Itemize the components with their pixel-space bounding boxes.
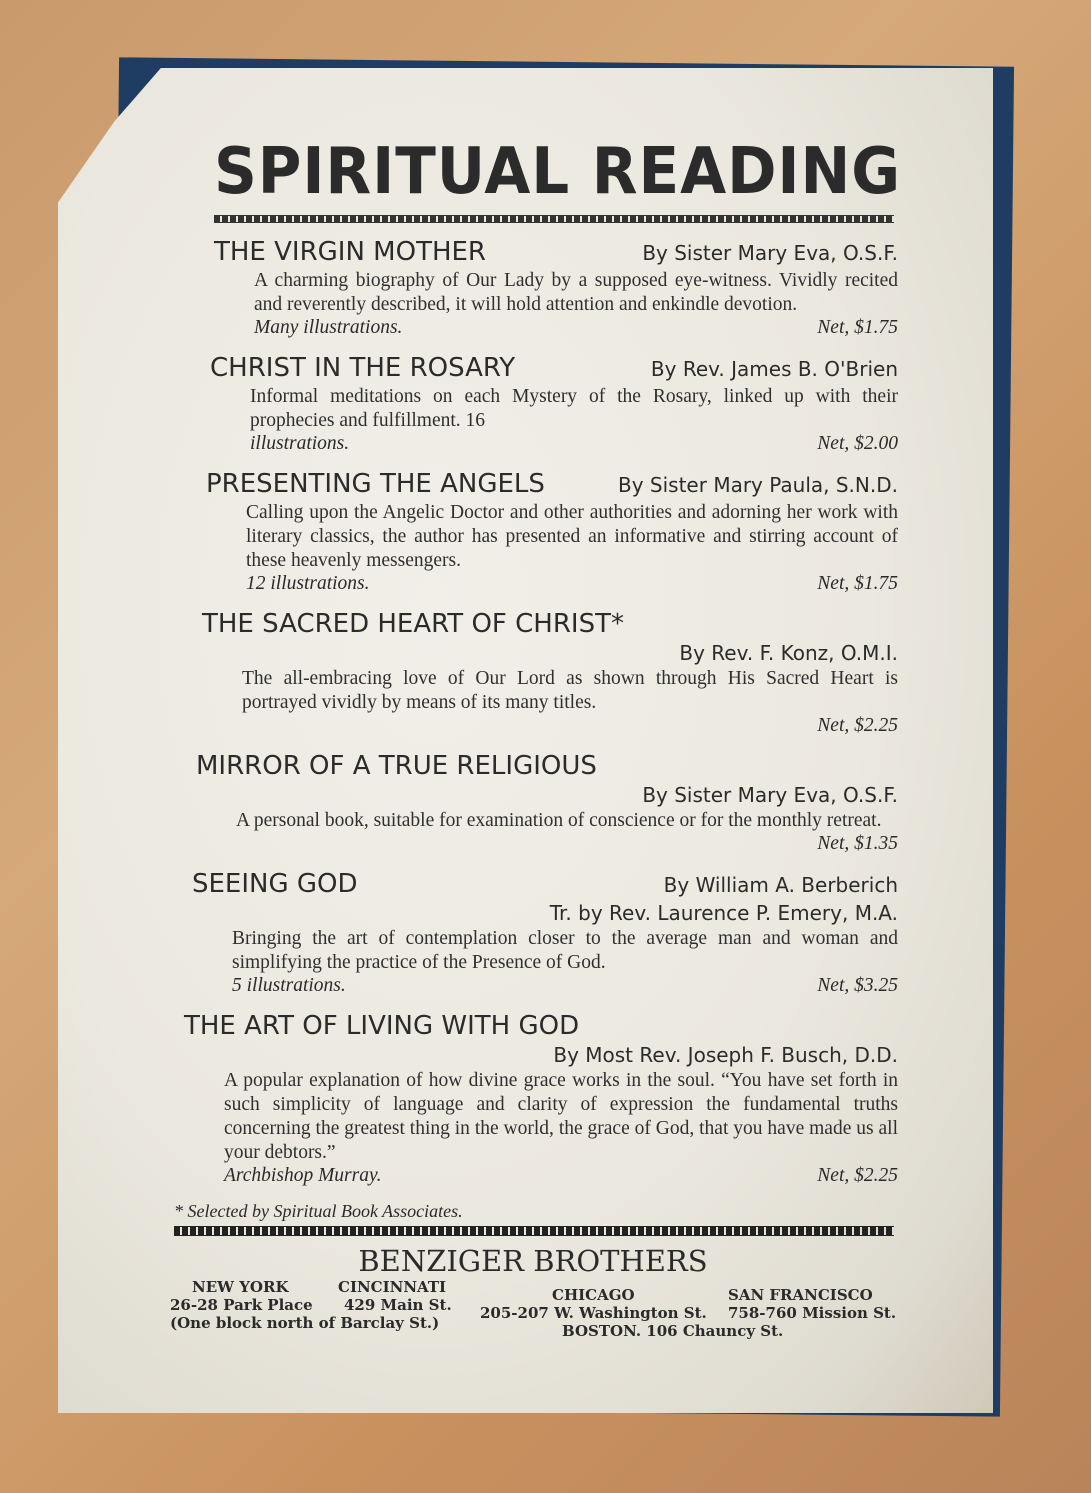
book-description: A popular explanation of how divine grace works in the soul. “You have set forth in such simplicity of language and clarity of expression the fundamental truths concerning the greatest thing in the world, the grace of God, that you have made us all your debtors.” (224, 1070, 898, 1163)
book-author: By Rev. James B. O'Brien (650, 357, 898, 381)
book-price: Net, $1.75 (817, 573, 898, 594)
book-author: By Sister Mary Paula, S.N.D. (618, 473, 898, 497)
book-title: SEEING GOD (192, 869, 358, 899)
book-price: Net, $2.25 (817, 1165, 898, 1186)
footnote: * Selected by Spiritual Book Associates. (174, 1201, 463, 1221)
divider (214, 215, 894, 223)
address-street: 26-28 Park Place (170, 1296, 313, 1314)
book-price: Net, $1.35 (817, 833, 898, 854)
book-description: Calling upon the Angelic Doctor and other authorities and adorning her work with literary classics, the author has presented an informative and stirring account of these heavenly messengers. (246, 502, 898, 571)
page-title: SPIRITUAL READING (214, 135, 902, 209)
book-description: Bringing the art of contemplation closer to the average man and woman and simplifying the practice of the Presence of God. (232, 928, 898, 973)
book-entry (202, 609, 898, 737)
book-description: Informal meditations on each Mystery of the Rosary, linked up with their prophecies and fulfillment. 16 (250, 386, 898, 431)
address-city: CINCINNATI (338, 1278, 447, 1296)
address-city: NEW YORK (192, 1278, 289, 1296)
book-price: Net, $1.75 (817, 317, 898, 338)
divider (174, 1226, 894, 1236)
address-city: SAN FRANCISCO (728, 1286, 873, 1304)
address-boston: BOSTON. 106 Chauncy St. (562, 1322, 784, 1340)
book-description: A personal book, suitable for examination of conscience or for the monthly retreat. (236, 810, 882, 831)
address-city: CHICAGO (552, 1286, 635, 1304)
book-note: Archbishop Murray. (224, 1165, 382, 1186)
book-note: 12 illustrations. (246, 573, 370, 594)
address-street: 758-760 Mission St. (728, 1304, 897, 1322)
book-description: The all-embracing love of Our Lord as shown through His Sacred Heart is portrayed vividly by means of its many titles. (242, 668, 898, 713)
book-entry (196, 751, 898, 855)
book-price: Net, $2.00 (817, 433, 898, 454)
publisher-addresses (168, 1278, 898, 1368)
book-entry (184, 1011, 898, 1187)
book-author: By Sister Mary Eva, O.S.F. (642, 783, 898, 807)
book-author: By William A. Berberich (663, 873, 898, 897)
book-title: CHRIST IN THE ROSARY (210, 353, 516, 383)
book-author: By Most Rev. Joseph F. Busch, D.D. (553, 1043, 898, 1067)
book-price: Net, $2.25 (817, 715, 898, 736)
book-title: MIRROR OF A TRUE RELIGIOUS (196, 751, 597, 781)
book-title: THE VIRGIN MOTHER (214, 237, 486, 267)
book-author: By Rev. F. Konz, O.M.I. (679, 641, 898, 665)
book-title: THE SACRED HEART OF CHRIST* (202, 609, 624, 639)
book-note: illustrations. (250, 433, 350, 454)
book-entry (214, 237, 898, 339)
book-translator: Tr. by Rev. Laurence P. Emery, M.A. (549, 901, 898, 925)
book-title: PRESENTING THE ANGELS (206, 469, 545, 499)
book-description: A charming biography of Our Lady by a supposed eye-witness. Vividly recited and reverently described, it will hold attention and enkindle devotion. (254, 270, 898, 315)
book-note: 5 illustrations. (232, 975, 346, 996)
address-street: 205-207 W. Washington St. (480, 1304, 707, 1322)
book-entry (192, 869, 898, 997)
address-street: 429 Main St. (344, 1296, 452, 1314)
book-entry (210, 353, 898, 455)
address-note: (One block north of Barclay St.) (170, 1314, 440, 1332)
publisher-name: BENZIGER BROTHERS (358, 1244, 708, 1278)
book-title: THE ART OF LIVING WITH GOD (184, 1011, 580, 1041)
book-note: Many illustrations. (254, 317, 403, 338)
book-author: By Sister Mary Eva, O.S.F. (642, 241, 898, 265)
book-price: Net, $3.25 (817, 975, 898, 996)
jacket-text (168, 135, 902, 1368)
book-entry (206, 469, 898, 595)
